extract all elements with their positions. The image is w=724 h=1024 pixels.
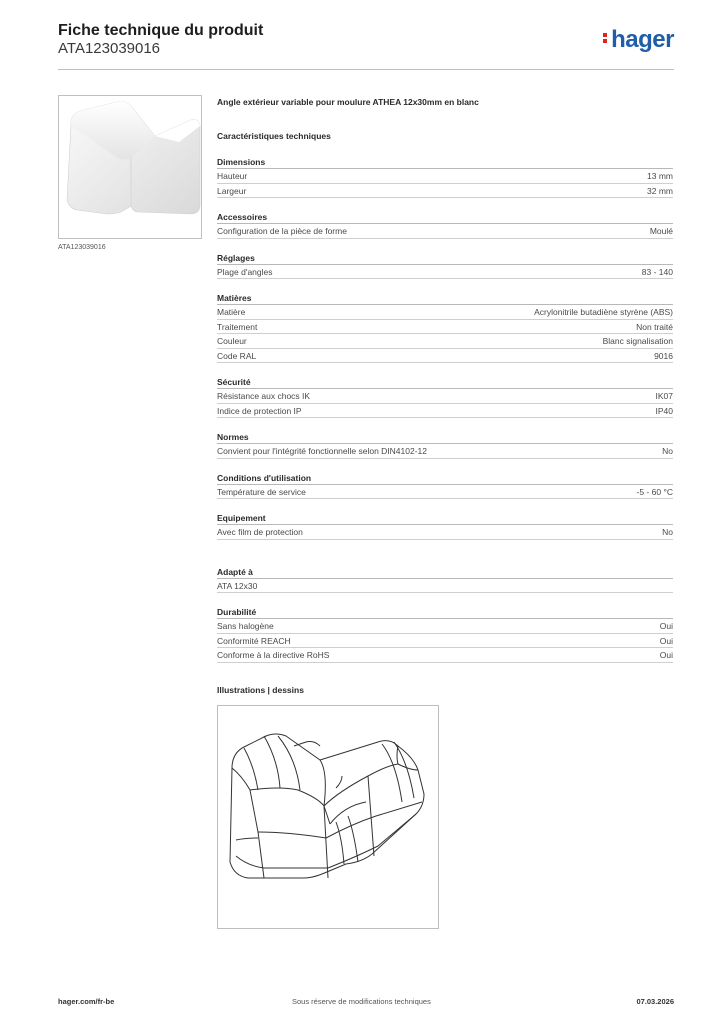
spec-label: Traitement <box>217 321 258 332</box>
spec-value: -5 - 60 °C <box>636 486 673 497</box>
spec-value: Blanc signalisation <box>602 336 673 346</box>
spec-value: Acrylonitrile butadiène styrène (ABS) <box>534 307 673 317</box>
spec-value: 83 - 140 <box>641 266 673 277</box>
spec-row <box>217 389 673 404</box>
spec-label: ATA 12x30 <box>217 580 258 591</box>
footer-disclaimer: Sous réserve de modifications techniques <box>292 997 431 1006</box>
spec-value: 9016 <box>654 350 673 361</box>
spec-row <box>217 634 673 649</box>
logo-text: hager <box>611 26 674 53</box>
spec-value: Oui <box>659 635 673 646</box>
spec-row <box>217 184 673 199</box>
spec-row <box>217 619 673 634</box>
section-title: Matières <box>217 292 673 305</box>
spec-label: Configuration de la pièce de forme <box>217 226 347 236</box>
spec-row <box>217 404 673 419</box>
section-adapte <box>217 566 673 594</box>
header-divider <box>58 69 674 70</box>
section-title: Durabilité <box>217 606 673 619</box>
section-conditions <box>217 472 673 500</box>
product-reference: ATA123039016 <box>58 40 161 57</box>
footer-date: 07.03.2026 <box>636 997 674 1006</box>
spec-label: Couleur <box>217 336 247 346</box>
spec-label: Code RAL <box>217 350 257 361</box>
spec-row <box>217 579 673 594</box>
spec-row <box>217 444 673 459</box>
spec-value: Oui <box>659 650 673 660</box>
section-reglages <box>217 252 673 280</box>
technical-content <box>217 97 673 929</box>
spec-row <box>217 169 673 184</box>
spec-label: Hauteur <box>217 171 248 181</box>
spec-label: Convient pour l'intégrité fonctionnelle selon DIN4102-12 <box>217 446 428 456</box>
spec-label: Conforme à la directive RoHS <box>217 650 330 660</box>
spec-row <box>217 525 673 540</box>
illustrations-title: Illustrations | dessins <box>217 684 304 695</box>
spec-value: IP40 <box>655 405 673 416</box>
spec-row <box>217 224 673 239</box>
section-title: Adapté à <box>217 566 673 579</box>
section-title: Normes <box>217 431 673 444</box>
logo-dots-icon <box>603 31 609 45</box>
section-normes <box>217 431 673 459</box>
technical-drawing <box>217 705 439 929</box>
section-title: Equipement <box>217 512 673 525</box>
spec-label: Plage d'angles <box>217 266 273 277</box>
spec-row <box>217 334 673 349</box>
spec-value: Oui <box>659 621 673 631</box>
section-title: Sécurité <box>217 376 673 389</box>
spec-label: Indice de protection IP <box>217 405 302 416</box>
product-title: Angle extérieur variable pour moulure ATHEA 12x30mm en blanc <box>217 97 479 107</box>
section-title: Dimensions <box>217 156 673 169</box>
spec-value: No <box>662 446 673 456</box>
spec-label: Matière <box>217 307 246 317</box>
hager-logo <box>603 26 674 54</box>
section-matieres <box>217 292 673 363</box>
section-title: Accessoires <box>217 211 673 224</box>
technical-drawing-image <box>218 706 438 928</box>
spec-value: 32 mm <box>647 185 673 196</box>
section-equipement <box>217 512 673 540</box>
spec-row <box>217 485 673 500</box>
footer-website: hager.com/fr-be <box>58 997 115 1006</box>
spec-row <box>217 320 673 335</box>
section-dimensions <box>217 156 673 198</box>
product-photo-image <box>59 96 201 238</box>
section-securite <box>217 376 673 418</box>
section-durabilite <box>217 606 673 663</box>
section-title: Conditions d'utilisation <box>217 472 673 485</box>
spec-row <box>217 349 673 364</box>
product-photo <box>58 95 202 239</box>
spec-value: Non traité <box>636 321 673 332</box>
spec-value: No <box>662 527 673 537</box>
spec-label: Sans halogène <box>217 621 274 631</box>
spec-value: Moulé <box>649 226 673 236</box>
spec-value: 13 mm <box>647 171 673 181</box>
spec-label: Conformité REACH <box>217 635 291 646</box>
document-title: Fiche technique du produit <box>58 22 264 39</box>
spec-label: Température de service <box>217 486 306 497</box>
section-accessoires <box>217 211 673 239</box>
spec-label: Avec film de protection <box>217 527 303 537</box>
characteristics-title: Caractéristiques techniques <box>217 131 331 141</box>
spec-row <box>217 305 673 320</box>
spec-row <box>217 265 673 280</box>
spec-label: Résistance aux chocs IK <box>217 391 311 401</box>
photo-caption: ATA123039016 <box>58 244 106 251</box>
section-title: Réglages <box>217 252 673 265</box>
spec-value: IK07 <box>655 391 673 401</box>
spec-label: Largeur <box>217 185 247 196</box>
spec-row <box>217 648 673 663</box>
page-header <box>58 22 674 68</box>
